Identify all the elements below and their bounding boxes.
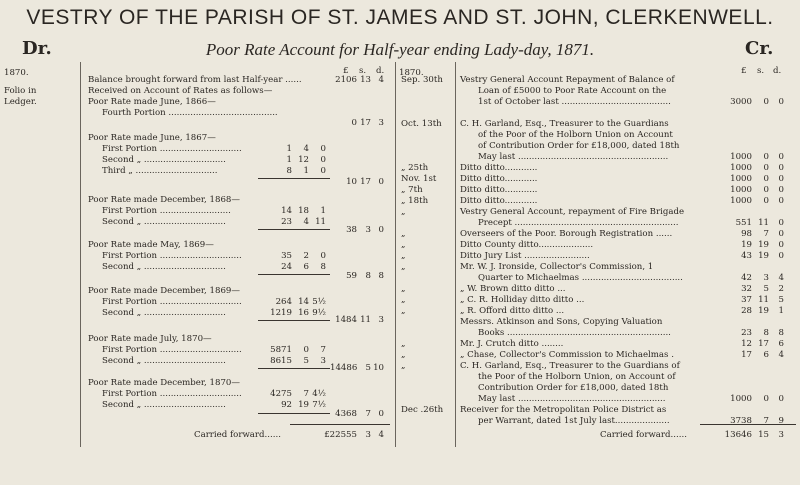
portion-pounds: 8 (286, 166, 292, 176)
entry-pence: 0 (778, 240, 784, 250)
portion-pence: 11 (315, 217, 326, 227)
entry-shillings: 0 (763, 97, 769, 107)
entry-text: per Warrant, dated 1st July last.................... (478, 416, 670, 426)
entry-date: „ (401, 339, 406, 349)
entry-text: Messrs. Atkinson and Sons, Copying Valuation (460, 317, 663, 327)
rate-heading: Poor Rate made May, 1869— (88, 240, 214, 250)
entry-shillings: 17 (758, 339, 769, 349)
group-total-pence: 3 (378, 118, 384, 128)
entry-pence: 0 (778, 163, 784, 173)
center-divider (395, 62, 396, 447)
carried-forward-pounds: 13646 (724, 430, 752, 440)
entry-pounds: 1000 (730, 163, 752, 173)
carried-forward-label: Carried forward...... (600, 430, 687, 440)
portion-pence: 7½ (312, 400, 326, 410)
portion-shillings: 4 (303, 144, 309, 154)
portion-label: Third „ .............................. (102, 166, 218, 176)
group-total-pounds: 10 (346, 177, 357, 187)
entry-date: „ (401, 306, 406, 316)
entry-text: Ditto ditto............ (460, 163, 538, 173)
entry-date: Oct. 13th (401, 119, 442, 129)
portion-label: First Portion .......................... (102, 206, 231, 216)
portion-pounds: 92 (281, 400, 292, 410)
portion-shillings: 6 (303, 262, 309, 272)
entry-shillings: 0 (763, 185, 769, 195)
portion-label: Second „ .............................. (102, 155, 226, 165)
entry-pounds: 42 (741, 273, 752, 283)
entry-date: „ (401, 284, 406, 294)
portion-shillings: 2 (303, 251, 309, 261)
entry-pounds: 1000 (730, 174, 752, 184)
col-pence: d. (773, 66, 782, 76)
entry-date: „ 25th (401, 163, 429, 173)
entry-text: Mr. J. Crutch ditto ........ (460, 339, 564, 349)
entry-text: Vestry General Account Repayment of Balance of (460, 75, 675, 85)
portion-pounds: 264 (275, 297, 292, 307)
portion-pounds: 24 (281, 262, 292, 272)
group-total-shillings: 5 (365, 363, 371, 373)
entry-text: May last ....................................................... (478, 152, 669, 162)
portion-shillings: 0 (303, 345, 309, 355)
group-total-pounds: 0 (351, 118, 357, 128)
rate-heading: Poor Rate made December, 1870— (88, 378, 240, 388)
carried-forward-shillings: 3 (365, 430, 371, 440)
entry-text: Ditto ditto............ (460, 174, 538, 184)
entry-date: „ (401, 229, 406, 239)
entry-pence: 0 (778, 152, 784, 162)
entry-text: Quarter to Michaelmas ..................................... (478, 273, 683, 283)
col-shillings: s. (359, 66, 367, 76)
portion-pounds: 8615 (270, 356, 292, 366)
received-heading: Received on Account of Rates as follows— (88, 86, 273, 96)
subtotal-rule (258, 229, 330, 230)
entry-pounds: 28 (741, 306, 752, 316)
entry-shillings: 0 (763, 196, 769, 206)
portion-label: First Portion .............................. (102, 389, 242, 399)
portion-shillings: 14 (298, 297, 309, 307)
entry-text: Ditto County ditto.................... (460, 240, 594, 250)
group-total-shillings: 8 (365, 271, 371, 281)
portion-shillings: 5 (303, 356, 309, 366)
entry-text: of the Poor of the Holborn Union on Account (478, 130, 673, 140)
rate-heading: Poor Rate made June, 1867— (88, 133, 216, 143)
group-total-pence: 10 (373, 363, 384, 373)
entry-pounds: 3738 (730, 416, 752, 426)
entry-date: „ (401, 295, 406, 305)
entry-pence: 0 (778, 218, 784, 228)
portion-shillings: 4 (303, 217, 309, 227)
balance-pounds: 2106 (335, 75, 357, 85)
total-rule (700, 424, 796, 425)
entry-text: „ Chase, Collector's Commission to Michaelmas . (460, 350, 674, 360)
portion-label: First Portion .............................. (102, 251, 242, 261)
ledger-label: Ledger. (4, 97, 37, 107)
entry-pounds: 32 (741, 284, 752, 294)
entry-pence: 0 (778, 196, 784, 206)
portion-pounds: 4275 (270, 389, 292, 399)
entry-text: Mr. W. J. Ironside, Collector's Commission, 1 (460, 262, 654, 272)
entry-text: Overseers of the Poor. Borough Registration ...... (460, 229, 673, 239)
page-title: VESTRY OF THE PARISH OF ST. JAMES AND ST. JOHN, CLERKENWELL. (26, 6, 774, 29)
entry-pounds: 98 (741, 229, 752, 239)
portion-pence: 0 (320, 251, 326, 261)
col-pounds: £ (343, 66, 349, 76)
group-total-pence: 0 (378, 225, 384, 235)
entry-pence: 0 (778, 394, 784, 404)
portion-pence: 4½ (312, 389, 326, 399)
entry-text: 1st of October last ........................................ (478, 97, 671, 107)
portion-pounds: 1 (286, 155, 292, 165)
entry-pence: 9 (778, 416, 784, 426)
portion-shillings: 18 (298, 206, 309, 216)
entry-pounds: 1000 (730, 196, 752, 206)
portion-shillings: 16 (298, 308, 309, 318)
entry-text: „ R. Offord ditto ditto ... (460, 306, 565, 316)
portion-pence: 3 (320, 356, 326, 366)
portion-pounds: 1 (286, 144, 292, 154)
portion-pounds: 14 (281, 206, 292, 216)
entry-pence: 8 (778, 328, 784, 338)
entry-shillings: 19 (758, 306, 769, 316)
portion-pounds: 5871 (270, 345, 292, 355)
balance-label: Balance brought forward from last Half-year ...... (88, 75, 302, 85)
col-pounds: £ (741, 66, 747, 76)
entry-pence: 0 (778, 229, 784, 239)
entry-pounds: 551 (735, 218, 752, 228)
entry-shillings: 3 (763, 273, 769, 283)
subtotal-rule (258, 368, 330, 369)
carried-forward-shillings: 15 (758, 430, 769, 440)
entry-pence: 0 (778, 251, 784, 261)
col-pence: d. (376, 66, 385, 76)
portion-shillings: 12 (298, 155, 309, 165)
portion-label: Second „ .............................. (102, 356, 226, 366)
entry-shillings: 11 (758, 295, 769, 305)
entry-date: „ (401, 262, 406, 272)
entry-text: „ W. Brown ditto ditto ... (460, 284, 566, 294)
entry-pounds: 1000 (730, 152, 752, 162)
entry-shillings: 19 (758, 251, 769, 261)
entry-pounds: 19 (741, 240, 752, 250)
credit-marker: Cr. (745, 38, 774, 59)
rate-heading: Poor Rate made July, 1870— (88, 334, 212, 344)
entry-pounds: 23 (741, 328, 752, 338)
portion-pounds: 35 (281, 251, 292, 261)
portion-shillings: 7 (303, 389, 309, 399)
entry-pounds: 1000 (730, 185, 752, 195)
entry-shillings: 0 (763, 174, 769, 184)
entry-date: „ (401, 350, 406, 360)
portion-pounds: 1219 (270, 308, 292, 318)
entry-shillings: 0 (763, 152, 769, 162)
portion-label: Second „ .............................. (102, 400, 226, 410)
subtotal-rule (258, 320, 330, 321)
column-divider (80, 62, 81, 447)
entry-pence: 2 (778, 284, 784, 294)
group-total-pence: 0 (378, 177, 384, 187)
entry-date: „ 7th (401, 185, 423, 195)
portion-pence: 0 (320, 155, 326, 165)
entry-date: „ (401, 251, 406, 261)
right-year: 1870. (399, 68, 424, 78)
balance-shillings: 13 (360, 75, 371, 85)
entry-pence: 4 (778, 350, 784, 360)
entry-pounds: 37 (741, 295, 752, 305)
subtotal-rule (258, 413, 330, 414)
entry-pence: 4 (778, 273, 784, 283)
entry-date: „ 18th (401, 196, 429, 206)
entry-text: Loan of £5000 to Poor Rate Account on the (478, 86, 667, 96)
debit-marker: Dr. (22, 38, 52, 59)
entry-shillings: 11 (758, 218, 769, 228)
portion-pence: 8 (320, 262, 326, 272)
portion-label: First Portion .............................. (102, 345, 242, 355)
carried-forward-pence: 4 (378, 430, 384, 440)
portion-pence: 5½ (312, 297, 326, 307)
entry-shillings: 5 (763, 284, 769, 294)
group-total-pounds: 59 (346, 271, 357, 281)
date-column-divider (455, 62, 456, 447)
subtotal-rule (258, 274, 330, 275)
group-total-shillings: 17 (360, 118, 371, 128)
group-total-shillings: 3 (365, 225, 371, 235)
portion-pence: 7 (320, 345, 326, 355)
group-total-pounds: 14486 (330, 363, 358, 373)
portion-label: Second „ .............................. (102, 217, 226, 227)
portion-pence: 9½ (312, 308, 326, 318)
entry-date: Sep. 30th (401, 75, 443, 85)
entry-pence: 6 (778, 339, 784, 349)
entry-date: „ (401, 361, 406, 371)
portion-shillings: 1 (303, 166, 309, 176)
portion-label: First Portion .............................. (102, 144, 242, 154)
entry-text: Precept ............................................................ (478, 218, 679, 228)
entry-pounds: 17 (741, 350, 752, 360)
rate-heading: Poor Rate made December, 1868— (88, 195, 240, 205)
group-total-pence: 0 (378, 409, 384, 419)
portion-pounds: 23 (281, 217, 292, 227)
carried-forward-pounds: £22555 (324, 430, 357, 440)
portion-label: Fourth Portion ........................................ (102, 108, 278, 118)
entry-text: C. H. Garland, Esq., Treasurer to the Guardians of (460, 361, 680, 371)
entry-shillings: 8 (763, 328, 769, 338)
entry-pounds: 3000 (730, 97, 752, 107)
entry-text: Ditto Jury List ........................ (460, 251, 590, 261)
entry-pounds: 1000 (730, 394, 752, 404)
entry-pence: 0 (778, 97, 784, 107)
group-total-shillings: 7 (365, 409, 371, 419)
entry-text: Books ............................................................ (478, 328, 671, 338)
entry-shillings: 0 (763, 163, 769, 173)
col-shillings: s. (757, 66, 765, 76)
entry-date: „ (401, 240, 406, 250)
entry-date: „ (401, 207, 406, 217)
entry-text: Receiver for the Metropolitan Police District as (460, 405, 667, 415)
entry-text: the Poor of the Holborn Union, on Account of (478, 372, 676, 382)
subtotal-rule (258, 178, 330, 179)
entry-shillings: 6 (763, 350, 769, 360)
group-total-pounds: 1484 (335, 315, 357, 325)
entry-text: Vestry General Account, repayment of Fire Brigade (460, 207, 685, 217)
rate-heading: Poor Rate made June, 1866— (88, 97, 216, 107)
entry-text: C. H. Garland, Esq., Treasurer to the Guardians (460, 119, 669, 129)
entry-pence: 0 (778, 185, 784, 195)
entry-text: of Contribution Order for £18,000, dated 18th (478, 141, 680, 151)
entry-shillings: 7 (763, 229, 769, 239)
group-total-pence: 8 (378, 271, 384, 281)
balance-pence: 4 (378, 75, 384, 85)
page-subtitle: Poor Rate Account for Half-year ending Lady-day, 1871. (205, 40, 595, 59)
entry-shillings: 0 (763, 394, 769, 404)
total-rule (290, 424, 390, 425)
entry-pounds: 12 (741, 339, 752, 349)
carried-forward-pence: 3 (778, 430, 784, 440)
entry-shillings: 7 (763, 416, 769, 426)
entry-pounds: 43 (741, 251, 752, 261)
portion-shillings: 19 (298, 400, 309, 410)
entry-date: Nov. 1st (401, 174, 437, 184)
entry-text: Ditto ditto............ (460, 196, 538, 206)
portion-label: Second „ .............................. (102, 308, 226, 318)
entry-shillings: 19 (758, 240, 769, 250)
left-year: 1870. (4, 68, 29, 78)
rate-heading: Poor Rate made December, 1869— (88, 286, 240, 296)
folio-label: Folio in (4, 86, 37, 96)
entry-pence: 0 (778, 174, 784, 184)
carried-forward-label: Carried forward...... (194, 430, 281, 440)
group-total-pence: 3 (378, 315, 384, 325)
entry-text: May last ...................................................... (478, 394, 666, 404)
portion-label: Second „ .............................. (102, 262, 226, 272)
portion-label: First Portion .............................. (102, 297, 242, 307)
entry-text: Contribution Order for £18,000, dated 18th (478, 383, 669, 393)
portion-pence: 1 (320, 206, 326, 216)
entry-text: Ditto ditto............ (460, 185, 538, 195)
entry-pence: 1 (778, 306, 784, 316)
entry-date: Dec .26th (401, 405, 444, 415)
portion-pence: 0 (320, 144, 326, 154)
portion-pence: 0 (320, 166, 326, 176)
group-total-shillings: 17 (360, 177, 371, 187)
group-total-pounds: 4368 (335, 409, 357, 419)
group-total-pounds: 38 (346, 225, 357, 235)
entry-pence: 5 (778, 295, 784, 305)
group-total-shillings: 11 (360, 315, 371, 325)
entry-text: „ C. R. Holliday ditto ditto ... (460, 295, 585, 305)
